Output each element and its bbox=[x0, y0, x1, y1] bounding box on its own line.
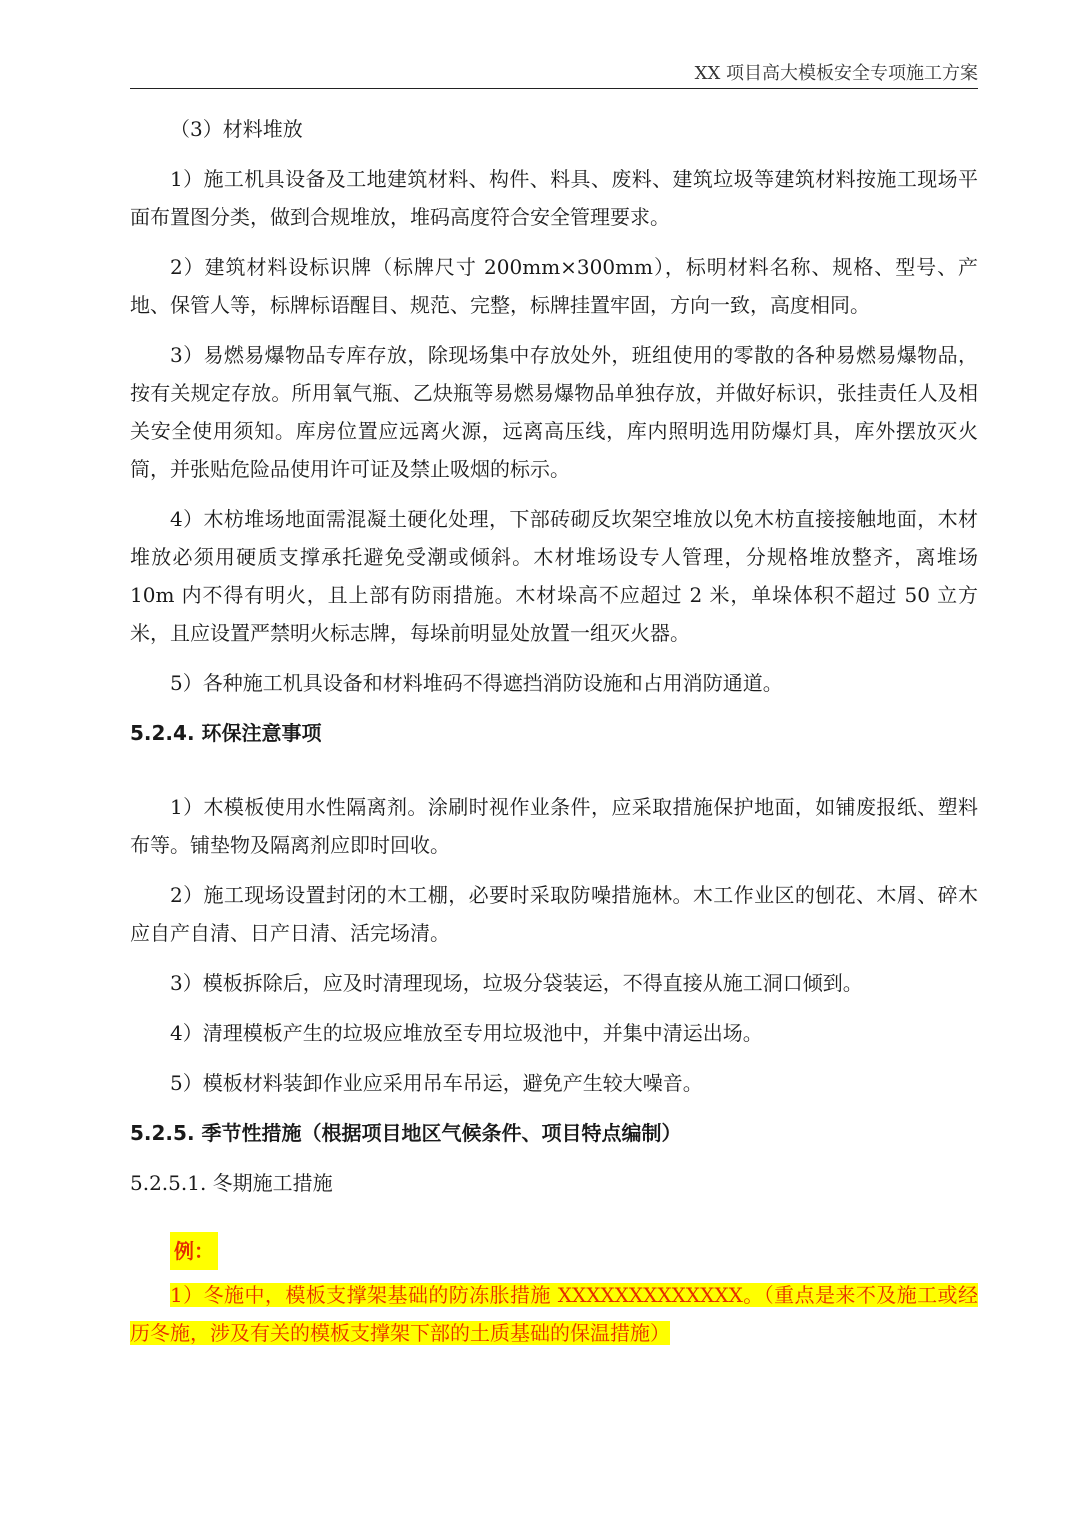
env-item-3: 3）模板拆除后，应及时清理现场，垃圾分袋装运，不得直接从施工洞口倾到。 bbox=[170, 971, 863, 995]
season-sub-heading: 5.2.5.1. 冬期施工措施 bbox=[130, 1171, 333, 1195]
example-paragraph bbox=[130, 1276, 978, 1352]
page-header bbox=[130, 62, 978, 89]
material-item-5: 5）各种施工机具设备和材料堆码不得遮挡消防设施和占用消防通道。 bbox=[170, 671, 783, 695]
season-heading: 5.2.5. 季节性措施（根据项目地区气候条件、项目特点编制） bbox=[130, 1121, 682, 1145]
env-item-2: 2）施工现场设置封闭的木工棚，必要时采取防噪措施林。木工作业区的刨花、木屑、碎木应自产自清、日产日清、活完场清。 bbox=[130, 883, 978, 945]
material-item-2: 2）建筑材料设标识牌（标牌尺寸 200mm×300mm），标明材料名称、规格、型号、产地、保管人等，标牌标语醒目、规范、完整，标牌挂置牢固，方向一致，高度相同。 bbox=[130, 255, 978, 317]
env-item-5: 5）模板材料装卸作业应采用吊车吊运，避免产生较大噪音。 bbox=[170, 1071, 703, 1095]
material-item-1: 1）施工机具设备及工地建筑材料、构件、料具、废料、建筑垃圾等建筑材料按施工现场平面布置图分类，做到合规堆放，堆码高度符合安全管理要求。 bbox=[130, 167, 978, 229]
material-item-4: 4）木枋堆场地面需混凝土硬化处理，下部砖砌反坎架空堆放以免木枋直接接触地面，木材堆放必须用硬质支撑承托避免受潮或倾斜。木材堆场设专人管理，分规格堆放整齐，离堆场 10m 内不得有明火，且上部有防雨措施。木材垛高不应超过 2 米，单垛体积不超过 50 立方米，且应设置严禁明火标志牌，每垛前明显处放置一组灭火器。 bbox=[130, 507, 978, 645]
env-heading: 5.2.4. 环保注意事项 bbox=[130, 721, 322, 745]
env-item-1: 1）木模板使用水性隔离剂。涂刷时视作业条件，应采取措施保护地面，如铺废报纸、塑料布等。铺垫物及隔离剂应即时回收。 bbox=[130, 795, 978, 857]
example-text: 1）冬施中，模板支撑架基础的防冻胀措施 XXXXXXXXXXXXX。（重点是来不及施工或经历冬施，涉及有关的模板支撑架下部的土质基础的保温措施） bbox=[130, 1283, 978, 1345]
example-label: 例： bbox=[170, 1232, 218, 1270]
material-heading: （3）材料堆放 bbox=[170, 117, 303, 141]
header-title: XX 项目高大模板安全专项施工方案 bbox=[694, 63, 978, 84]
document-body bbox=[130, 110, 978, 1352]
material-item-3: 3）易燃易爆物品专库存放，除现场集中存放处外，班组使用的零散的各种易燃易爆物品，按有关规定存放。所用氧气瓶、乙炔瓶等易燃易爆物品单独存放，并做好标识，张挂责任人及相关安全使用须知。库房位置应远离火源，远离高压线，库内照明选用防爆灯具，库外摆放灭火筒，并张贴危险品使用许可证及禁止吸烟的标示。 bbox=[130, 343, 978, 481]
example-block bbox=[130, 1232, 978, 1352]
env-item-4: 4）清理模板产生的垃圾应堆放至专用垃圾池中，并集中清运出场。 bbox=[170, 1021, 763, 1045]
